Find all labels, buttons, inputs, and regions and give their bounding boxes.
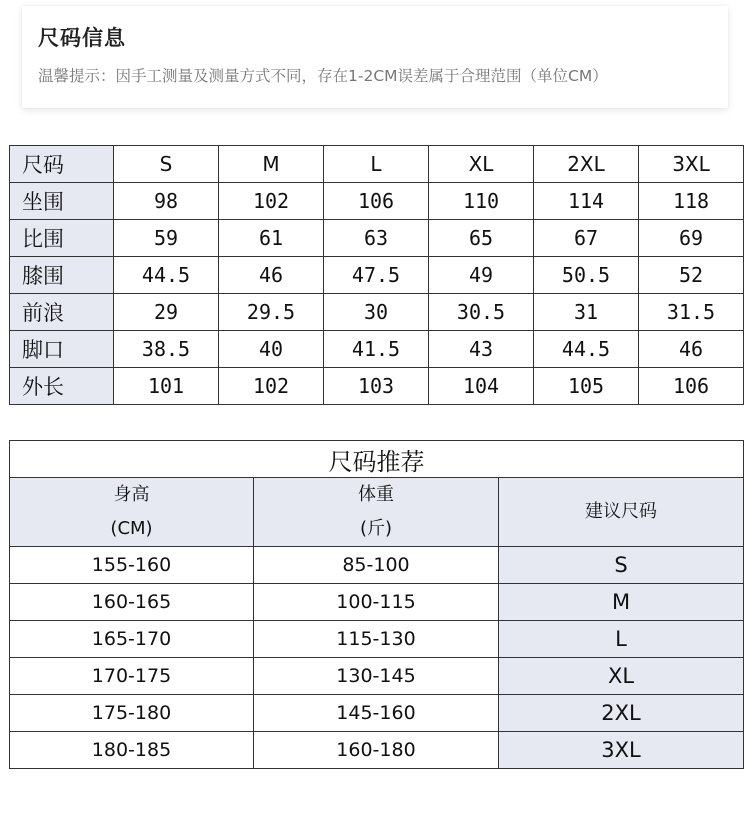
table-cell: 59 — [114, 220, 219, 257]
table-cell: 102 — [219, 183, 324, 220]
table-cell: 101 — [114, 368, 219, 405]
measurement-row-knee — [10, 257, 744, 294]
recommendation-row — [10, 547, 744, 584]
table-cell: 105 — [534, 368, 639, 405]
height-header — [10, 478, 254, 547]
measurement-row-leg-opening — [10, 331, 744, 368]
recommendation-row — [10, 695, 744, 732]
table-cell: 49 — [429, 257, 534, 294]
row-label: 脚口 — [10, 331, 114, 368]
table-cell: 44.5 — [114, 257, 219, 294]
recommendation-row — [10, 584, 744, 621]
table-cell: 44.5 — [534, 331, 639, 368]
suggested-size-cell: 3XL — [499, 732, 744, 769]
recommendation-row — [10, 732, 744, 769]
suggested-size-cell: L — [499, 621, 744, 658]
height-cell: 155-160 — [10, 547, 254, 584]
table-cell: 46 — [639, 331, 744, 368]
table-cell: 38.5 — [114, 331, 219, 368]
table-cell: 67 — [534, 220, 639, 257]
suggested-size-header: 建议尺码 — [499, 478, 744, 547]
table-cell: 61 — [219, 220, 324, 257]
suggested-size-cell: M — [499, 584, 744, 621]
table-cell: 50.5 — [534, 257, 639, 294]
height-header-unit: (CM) — [110, 518, 153, 539]
table-cell: 110 — [429, 183, 534, 220]
size-recommendation-table — [9, 440, 744, 769]
size-info-panel — [22, 6, 728, 108]
table-cell: 98 — [114, 183, 219, 220]
suggested-size-cell: S — [499, 547, 744, 584]
height-header-label: 身高 — [113, 484, 150, 505]
table-cell: 65 — [429, 220, 534, 257]
recommendation-title: 尺码推荐 — [10, 441, 744, 478]
weight-cell: 130-145 — [254, 658, 499, 695]
row-label: 外长 — [10, 368, 114, 405]
table-cell: 31.5 — [639, 294, 744, 331]
table-cell: 29.5 — [219, 294, 324, 331]
table-cell: 41.5 — [324, 331, 429, 368]
table-cell: 63 — [324, 220, 429, 257]
weight-cell: 145-160 — [254, 695, 499, 732]
weight-cell: 85-100 — [254, 547, 499, 584]
table-cell: 30.5 — [429, 294, 534, 331]
measurement-note: 温馨提示：因手工测量及测量方式不同，存在1-2CM误差属于合理范围（单位CM） — [38, 67, 608, 85]
height-cell: 170-175 — [10, 658, 254, 695]
table-cell: 31 — [534, 294, 639, 331]
table-cell: 69 — [639, 220, 744, 257]
recommendation-header-row — [10, 478, 744, 547]
suggested-size-cell: XL — [499, 658, 744, 695]
table-cell: 114 — [534, 183, 639, 220]
table-cell: 104 — [429, 368, 534, 405]
recommendation-row — [10, 658, 744, 695]
table-cell: 118 — [639, 183, 744, 220]
table-cell: 30 — [324, 294, 429, 331]
weight-cell: 115-130 — [254, 621, 499, 658]
height-cell: 165-170 — [10, 621, 254, 658]
table-cell: 47.5 — [324, 257, 429, 294]
weight-header-label: 体重 — [358, 484, 394, 505]
weight-cell: 100-115 — [254, 584, 499, 621]
size-chart-table — [9, 145, 744, 405]
table-cell: 52 — [639, 257, 744, 294]
height-cell: 175-180 — [10, 695, 254, 732]
measurement-row-front-rise — [10, 294, 744, 331]
size-header-cell: L — [324, 146, 429, 183]
table-cell: 43 — [429, 331, 534, 368]
row-label: 前浪 — [10, 294, 114, 331]
table-cell: 46 — [219, 257, 324, 294]
row-label: 坐围 — [10, 183, 114, 220]
measurement-row-thigh — [10, 220, 744, 257]
size-header-cell: 3XL — [639, 146, 744, 183]
row-label: 膝围 — [10, 257, 114, 294]
measurement-row-outseam — [10, 368, 744, 405]
table-cell: 40 — [219, 331, 324, 368]
size-info-title: 尺码信息 — [38, 26, 126, 50]
weight-cell: 160-180 — [254, 732, 499, 769]
height-cell: 160-165 — [10, 584, 254, 621]
size-header-cell: M — [219, 146, 324, 183]
height-cell: 180-185 — [10, 732, 254, 769]
recommendation-row — [10, 621, 744, 658]
weight-header — [254, 478, 499, 547]
size-header-cell: XL — [429, 146, 534, 183]
row-label: 比围 — [10, 220, 114, 257]
size-header-label: 尺码 — [10, 146, 114, 183]
table-cell: 102 — [219, 368, 324, 405]
table-cell: 29 — [114, 294, 219, 331]
weight-header-unit: (斤) — [359, 518, 393, 539]
table-cell: 103 — [324, 368, 429, 405]
table-cell: 106 — [324, 183, 429, 220]
measurement-row-hip — [10, 183, 744, 220]
table-cell: 106 — [639, 368, 744, 405]
size-header-cell: S — [114, 146, 219, 183]
size-header-row — [10, 146, 744, 183]
suggested-size-cell: 2XL — [499, 695, 744, 732]
recommendation-title-row — [10, 441, 744, 478]
size-header-cell: 2XL — [534, 146, 639, 183]
